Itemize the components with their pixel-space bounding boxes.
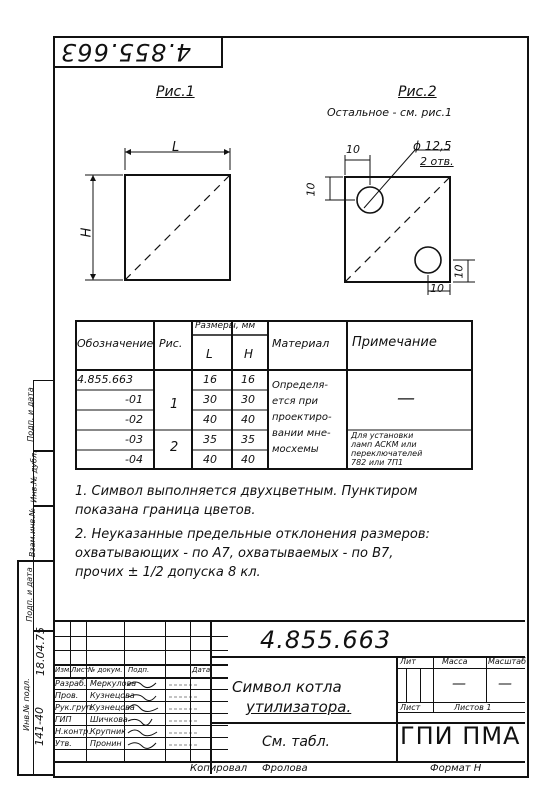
note-line: показана граница цветов. (75, 503, 256, 518)
figure2-dim-top: 10 (304, 182, 318, 197)
format-label: Формат Н (430, 763, 482, 774)
cell-h: 40 (241, 413, 255, 426)
figure1-title: Рис.1 (156, 84, 195, 100)
top-designation: 4.855.663 (60, 38, 192, 66)
material-text: ется при (272, 396, 319, 407)
material-text: Определя- (272, 380, 328, 391)
th-fig: Рис. (159, 337, 183, 350)
cell-h: 40 (241, 453, 255, 466)
th-dims: Размеры, мм (195, 321, 256, 331)
table-row: -04 (125, 453, 143, 466)
col-header: Дата (192, 666, 211, 674)
material-text: мосхемы (272, 444, 319, 455)
cell-l: 16 (203, 373, 217, 386)
col-header: № докум. (88, 666, 123, 674)
sheets-label: Листов 1 (454, 703, 492, 712)
th-dim-l: L (206, 347, 213, 361)
table-row: -02 (125, 413, 143, 426)
strip-label: Подп. и дата (24, 567, 34, 622)
figure2-hole-count: 2 отв. (420, 155, 454, 168)
cell-l: 30 (203, 393, 217, 406)
note-line: прочих ± 1/2 допуска 8 кл. (75, 565, 261, 580)
col-header: Лист (71, 666, 89, 674)
cell-l: 40 (203, 413, 217, 426)
figure1-dim-height: H (79, 227, 95, 238)
strip-value: 141-40 (32, 707, 46, 746)
note-text: 782 или 7П1 (351, 458, 404, 467)
figure2-dim-bottom: 10 (430, 282, 444, 295)
material-text: вании мне- (272, 428, 331, 439)
cell-h: 35 (241, 433, 255, 446)
strip-value: 18.04.75 (33, 627, 47, 676)
note-dash: — (397, 388, 415, 409)
signer-name: Меркулова (90, 679, 137, 688)
role: Утв. (55, 739, 72, 748)
signer-name: Шичкова (90, 715, 128, 724)
signer-name: Пронин (90, 739, 122, 748)
role: Пров. (55, 691, 79, 700)
title-designation: 4.855.663 (260, 626, 392, 654)
note-line: охватывающих - по А7, охватываемых - по В7, (75, 546, 394, 561)
note-line: 2. Неуказанные предельные отклонения размеров: (75, 527, 430, 542)
role: Н.контр. (55, 727, 91, 736)
title-material: См. табл. (262, 734, 331, 750)
scale-value: — (498, 676, 512, 692)
cell-h: 30 (241, 393, 255, 406)
note-text: ламп АСКМ или (351, 440, 417, 449)
signatures (125, 677, 210, 761)
figure2-dim-right: 10 (452, 264, 466, 279)
col-header: Подп. (128, 666, 150, 674)
figure2-hole: ϕ 12,5 (413, 139, 452, 153)
cell-fig: 1 (170, 397, 179, 412)
figure1-dim-width: L (172, 140, 180, 155)
scale-label: Масштаб (488, 657, 527, 666)
strip-label: Подп. и дата (25, 387, 35, 442)
org-name: ГПИ ПМА (400, 722, 521, 750)
col-header: Изм. (55, 666, 72, 674)
figure1-drawing (75, 130, 255, 290)
role: Рук.груп. (55, 703, 94, 712)
copied-name: Фролова (262, 763, 308, 774)
note-line: 1. Символ выполняется двухцветным. Пунктиром (75, 484, 418, 499)
role: ГИП (55, 715, 72, 724)
table-row: -01 (125, 393, 143, 406)
strip-label: Инв.№ подл. (21, 678, 31, 731)
th-material: Материал (272, 337, 330, 350)
strip-label: Взам.инв.№ (28, 507, 38, 558)
cell-l: 35 (203, 433, 217, 446)
strip-label: Инв.№ дубл. (29, 450, 39, 503)
spec-table (75, 320, 473, 470)
note-text: Для установки (351, 431, 414, 440)
figure2-dim-left: 10 (346, 143, 360, 156)
copied-label: Копировал (190, 763, 248, 774)
cell-l: 40 (203, 453, 217, 466)
mass-label: Масса (442, 657, 468, 666)
table-row: 4.855.663 (77, 373, 133, 386)
title-name-2: утилизатора. (246, 698, 352, 716)
material-text: проектиро- (272, 412, 332, 423)
signer-name: Крупник (90, 727, 126, 736)
sheet-label: Лист (400, 703, 421, 712)
signer-name: Кузнецова (90, 703, 135, 712)
note-text: переключателей (351, 449, 423, 458)
title-name-1: Символ котла (232, 678, 342, 696)
cell-fig: 2 (170, 440, 179, 455)
figure2-title: Рис.2 (398, 84, 437, 100)
th-designation: Обозначение (77, 337, 154, 350)
mass-value: — (452, 676, 466, 692)
signer-name: Кузнецова (90, 691, 135, 700)
th-note: Примечание (352, 335, 437, 350)
role: Разраб. (55, 679, 87, 688)
lit-label: Лит (400, 657, 416, 666)
cell-h: 16 (241, 373, 255, 386)
figure2-note: Остальное - см. рис.1 (327, 106, 453, 119)
th-dim-h: H (244, 347, 254, 361)
table-row: -03 (125, 433, 143, 446)
